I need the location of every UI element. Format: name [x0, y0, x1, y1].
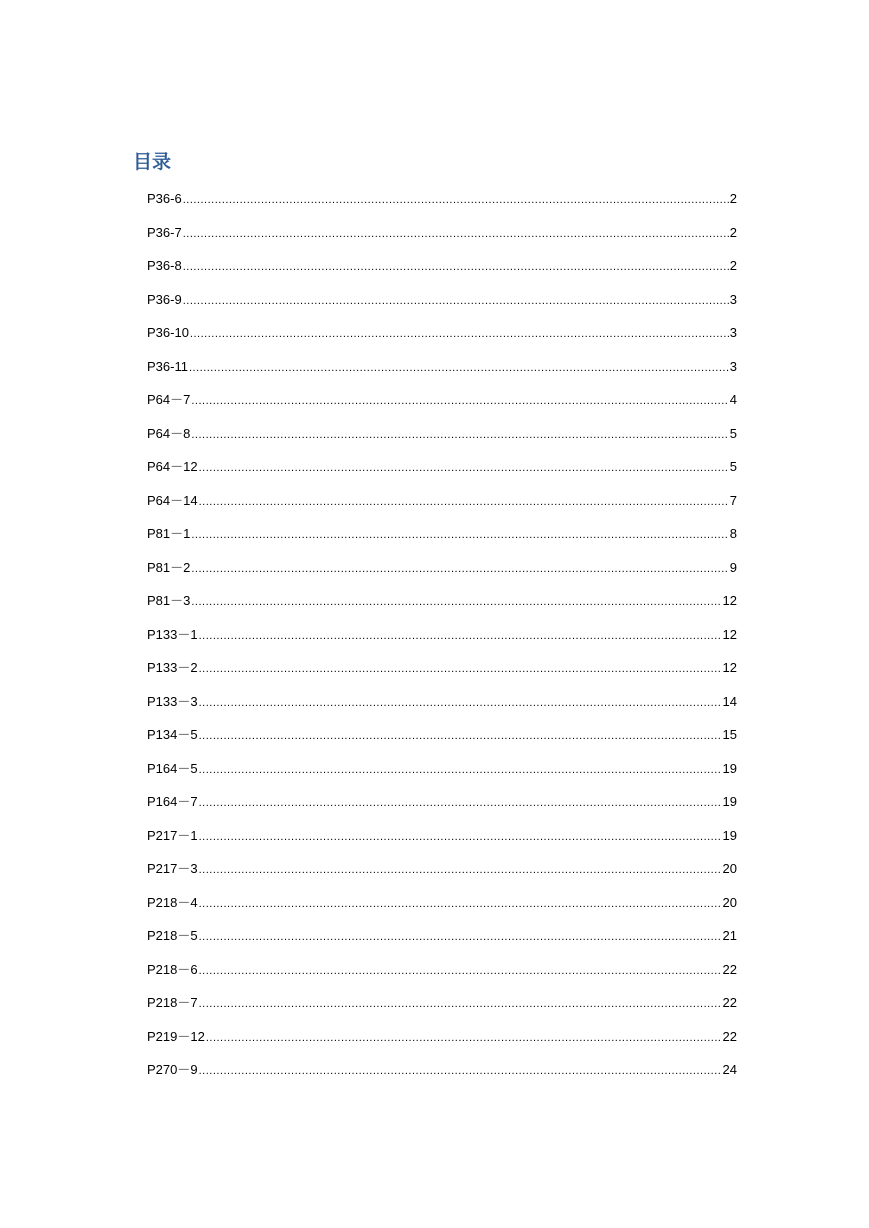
- toc-entry-label: P218－4: [147, 894, 198, 910]
- dot-leader: [191, 385, 728, 419]
- toc-entry-page: 21: [722, 928, 737, 943]
- toc-entry-page: 2: [729, 258, 737, 273]
- dot-leader: [199, 452, 729, 486]
- toc-entry[interactable]: [147, 886, 737, 920]
- toc-entry[interactable]: [147, 785, 737, 819]
- dot-leader: [183, 184, 729, 218]
- toc-entry-label: P218－6: [147, 961, 198, 977]
- toc-entry-label: P64－12: [147, 459, 198, 474]
- toc-entry-label: P36-8: [147, 258, 182, 273]
- dot-leader: [191, 553, 728, 587]
- dot-leader: [199, 754, 722, 788]
- toc-entry-page: 19: [722, 794, 737, 809]
- toc-entry[interactable]: [147, 484, 737, 518]
- toc-entry-page: 9: [729, 559, 737, 575]
- toc-entry[interactable]: [147, 584, 737, 618]
- dot-leader: [199, 653, 722, 687]
- toc-entry-label: P36-7: [147, 224, 182, 240]
- toc-entry-label: P81－1: [147, 526, 191, 541]
- toc-entry-page: 12: [722, 660, 737, 675]
- toc-entry[interactable]: [147, 350, 737, 384]
- toc-entry-page: 7: [729, 492, 737, 508]
- toc-entry-label: P64－8: [147, 425, 191, 441]
- toc-entry[interactable]: [147, 1053, 737, 1087]
- toc-entry-page: 12: [722, 626, 737, 642]
- toc-entry[interactable]: [147, 618, 737, 652]
- toc-entry[interactable]: [147, 819, 737, 853]
- toc-entry-label: P36-11: [147, 358, 188, 374]
- toc-entry-page: 19: [722, 827, 737, 843]
- dot-leader: [199, 620, 722, 654]
- toc-entry-label: P64－14: [147, 492, 198, 508]
- toc-entry-page: 20: [722, 894, 737, 910]
- toc-entry[interactable]: [147, 1020, 737, 1054]
- dot-leader: [199, 888, 722, 922]
- dot-leader: [206, 1022, 722, 1056]
- toc-entry-page: 2: [729, 224, 737, 240]
- toc-entry[interactable]: [147, 685, 737, 719]
- dot-leader: [199, 988, 722, 1022]
- toc-entry-page: 3: [729, 291, 737, 307]
- dot-leader: [199, 921, 722, 955]
- toc-entry[interactable]: [147, 651, 737, 685]
- toc-entry[interactable]: [147, 417, 737, 451]
- dot-leader: [199, 687, 722, 721]
- toc-entry-label: P218－5: [147, 928, 198, 943]
- toc-entry-page: 8: [729, 526, 737, 541]
- toc-entry-label: P36-9: [147, 291, 182, 307]
- toc-entry-page: 5: [729, 459, 737, 474]
- toc-entry[interactable]: [147, 450, 737, 484]
- toc-entry-label: P134－5: [147, 727, 198, 742]
- dot-leader: [189, 352, 729, 386]
- dot-leader: [191, 419, 728, 453]
- toc-entry-label: P36-6: [147, 191, 182, 206]
- toc-entry-label: P270－9: [147, 1062, 198, 1077]
- toc-entry-page: 4: [729, 392, 737, 407]
- toc-entry-page: 2: [729, 191, 737, 206]
- toc-entry-label: P81－2: [147, 559, 191, 575]
- toc-entry-page: 12: [722, 593, 737, 608]
- dot-leader: [199, 486, 729, 520]
- toc-entry[interactable]: [147, 919, 737, 953]
- dot-leader: [199, 955, 722, 989]
- toc-entry-page: 3: [729, 325, 737, 340]
- toc-entry-label: P219－12: [147, 1028, 205, 1044]
- toc-entry[interactable]: [147, 316, 737, 350]
- toc-entry-page: 3: [729, 358, 737, 374]
- toc-entry-page: 24: [722, 1062, 737, 1077]
- toc-entry[interactable]: [147, 383, 737, 417]
- toc-entry[interactable]: [147, 852, 737, 886]
- toc-entry[interactable]: [147, 953, 737, 987]
- toc-entry-label: P81－3: [147, 593, 191, 608]
- toc-entry[interactable]: [147, 216, 737, 250]
- toc-entry[interactable]: [147, 283, 737, 317]
- toc-entry-page: 5: [729, 425, 737, 441]
- dot-leader: [183, 218, 729, 252]
- dot-leader: [199, 821, 722, 855]
- toc-entry-page: 22: [722, 1028, 737, 1044]
- toc-entry[interactable]: [147, 752, 737, 786]
- dot-leader: [191, 519, 728, 553]
- toc-entry[interactable]: [147, 986, 737, 1020]
- toc-entry[interactable]: [147, 718, 737, 752]
- toc-entry-page: 19: [722, 760, 737, 776]
- toc-entry-page: 15: [722, 727, 737, 742]
- toc-entry-page: 22: [722, 995, 737, 1010]
- toc-entry-page: 20: [722, 861, 737, 876]
- toc-list: [147, 182, 737, 1087]
- dot-leader: [191, 586, 721, 620]
- toc-entry-label: P217－3: [147, 861, 198, 876]
- toc-entry-label: P133－1: [147, 626, 198, 642]
- toc-entry-page: 14: [722, 693, 737, 709]
- dot-leader: [190, 318, 729, 352]
- toc-entry-label: P133－2: [147, 660, 198, 675]
- toc-entry[interactable]: [147, 517, 737, 551]
- dot-leader: [183, 251, 729, 285]
- toc-title: 目录: [133, 151, 172, 173]
- toc-entry-label: P36-10: [147, 325, 189, 340]
- toc-entry-label: P64－7: [147, 392, 191, 407]
- toc-entry-label: P133－3: [147, 693, 198, 709]
- toc-entry-label: P164－5: [147, 760, 198, 776]
- toc-entry[interactable]: [147, 551, 737, 585]
- toc-entry-page: 22: [722, 961, 737, 977]
- dot-leader: [199, 1055, 722, 1089]
- toc-entry-label: P164－7: [147, 794, 198, 809]
- toc-entry[interactable]: [147, 182, 737, 216]
- toc-entry-label: P218－7: [147, 995, 198, 1010]
- dot-leader: [199, 720, 722, 754]
- toc-entry[interactable]: [147, 249, 737, 283]
- dot-leader: [199, 787, 722, 821]
- dot-leader: [183, 285, 729, 319]
- dot-leader: [199, 854, 722, 888]
- toc-entry-label: P217－1: [147, 827, 198, 843]
